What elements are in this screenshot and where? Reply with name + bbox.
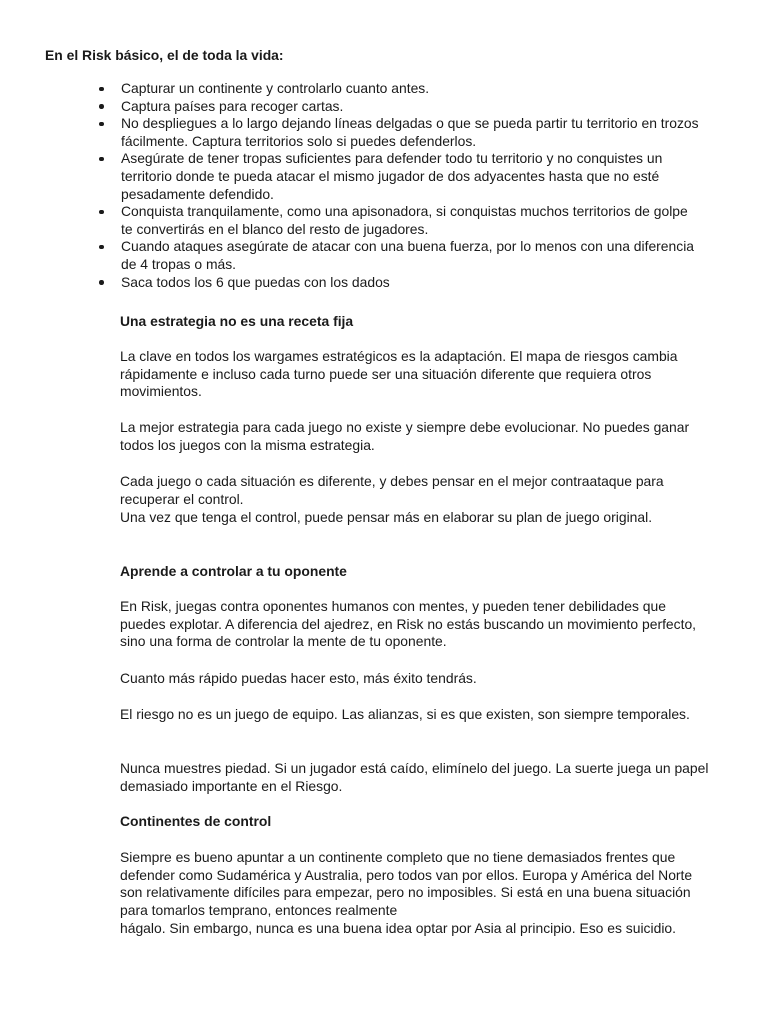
paragraph: El riesgo no es un juego de equipo. Las alianzas, si es que existen, son siempre temporales.: [120, 706, 690, 722]
list-item: No despliegues a lo largo dejando líneas delgadas o que se pueda partir tu territorio en trozos fácilmente. Captura territorios solo si puedes defenderlos.: [121, 115, 701, 150]
paragraph: Una vez que tenga el control, puede pensar más en elaborar su plan de juego original.: [120, 509, 653, 525]
list-item: Captura países para recoger cartas.: [121, 98, 701, 116]
list-item: Conquista tranquilamente, como una apisonadora, si conquistas muchos territorios de golpe te convertirás en el blanco del resto de jugadores.: [121, 203, 701, 238]
paragraph: hágalo. Sin embargo, nunca es una buena idea optar por Asia al principio. Eso es suicidio.: [120, 920, 676, 936]
paragraph: Cada juego o cada situación es diferente, y debes pensar en el mejor contraataque para recuperar el control.: [120, 473, 664, 507]
paragraph: Siempre es bueno apuntar a un continente completo que no tiene demasiados frentes que defender como Sudamérica y Australia, pero todos van por ellos. Europa y América del Norte son relativamente difíciles para empezar, pero no imposibles. Si está en una buena situación para tomarlos temprano, entonces realmente: [120, 849, 693, 918]
section-heading-estrategia: Una estrategia no es una receta fija: [120, 313, 354, 329]
paragraph: Nunca muestres piedad. Si un jugador está caído, elimínelo del juego. La suerte juega un papel demasiado importante en el Riesgo.: [120, 760, 709, 794]
list-item: Capturar un continente y controlarlo cuanto antes.: [121, 80, 701, 98]
paragraph: Cuanto más rápido puedas hacer esto, más éxito tendrás.: [120, 670, 477, 686]
section-heading-oponente: Aprende a controlar a tu oponente: [120, 563, 347, 579]
paragraph: En Risk, juegas contra oponentes humanos con mentes, y pueden tener debilidades que puedes explotar. A diferencia del ajedrez, en Risk no estás buscando un movimiento perfecto, sino una forma de controlar la mente de tu oponente.: [120, 598, 697, 650]
paragraph: La mejor estrategia para cada juego no existe y siempre debe evolucionar. No puedes ganar todos los juegos con la misma estrategia.: [120, 419, 690, 453]
list-item: Asegúrate de tener tropas suficientes para defender todo tu territorio y no conquistes un territorio donde te pueda atacar el mismo jugador de dos adyacentes hasta que no esté pesadamente defendido.: [121, 150, 701, 203]
list-item: Cuando ataques asegúrate de atacar con una buena fuerza, por lo menos con una diferencia de 4 tropas o más.: [121, 238, 701, 273]
strategy-bullet-list: [121, 80, 701, 291]
document-title: En el Risk básico, el de toda la vida:: [45, 47, 284, 63]
section-heading-continentes: Continentes de control: [120, 813, 272, 829]
list-item: Saca todos los 6 que puedas con los dados: [121, 274, 701, 292]
paragraph: La clave en todos los wargames estratégicos es la adaptación. El mapa de riesgos cambia rápidamente e incluso cada turno puede ser una situación diferente que requiera otros movimientos.: [120, 348, 678, 400]
